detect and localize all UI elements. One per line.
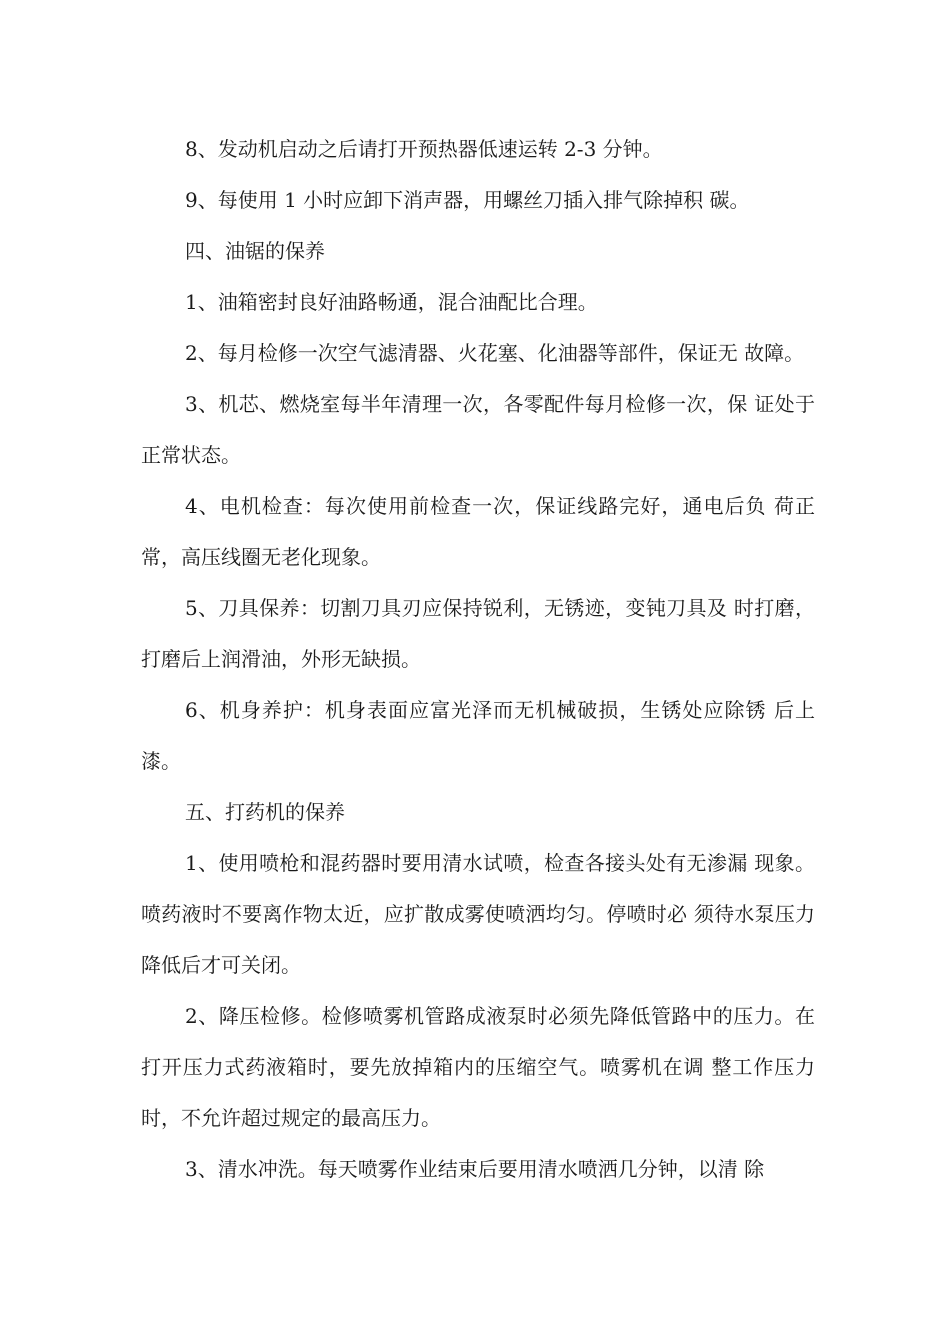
paragraph-item-5: 5、刀具保养：切割刀具刃应保持锐利，无锈迹，变钝刀具及 时打磨，打磨后上润滑油，外形无缺损。 [141, 596, 815, 671]
paragraph-item-4: 4、电机检查：每次使用前检查一次，保证线路完好，通电后负 荷正常，高压线圈无老化现象。 [141, 494, 815, 569]
paragraph-item-9: 9、每使用 1 小时应卸下消声器，用螺丝刀插入排气除掉积 碳。 [185, 188, 750, 212]
paragraph-item-1: 1、使用喷枪和混药器时要用清水试喷，检查各接头处有无渗漏 现象。喷药液时不要离作物太近，应扩散成雾使喷洒均匀。停喷时必 须待水泵压力降低后才可关闭。 [141, 851, 815, 977]
paragraph-item-1: 1、油箱密封良好油路畅通，混合油配比合理。 [185, 290, 598, 314]
document-body [141, 124, 815, 1195]
paragraph-item-8: 8、发动机启动之后请打开预热器低速运转 2-3 分钟。 [185, 137, 663, 161]
paragraph-item-3: 3、清水冲洗。每天喷雾作业结束后要用清水喷洒几分钟，以清 除 [185, 1157, 765, 1181]
paragraph-item-3: 3、机芯、燃烧室每半年清理一次，各零配件每月检修一次，保 证处于正常状态。 [141, 392, 815, 467]
section-heading-chainsaw-maintenance: 四、油锯的保养 [185, 239, 325, 263]
paragraph-item-6: 6、机身养护：机身表面应富光泽而无机械破损，生锈处应除锈 后上漆。 [141, 698, 815, 773]
paragraph-item-2: 2、每月检修一次空气滤清器、火花塞、化油器等部件，保证无 故障。 [185, 341, 805, 365]
section-heading-sprayer-maintenance: 五、打药机的保养 [185, 800, 345, 824]
paragraph-item-2: 2、降压检修。检修喷雾机管路成液泵时必须先降低管路中的压力。在打开压力式药液箱时，要先放掉箱内的压缩空气。喷雾机在调 整工作压力时，不允许超过规定的最高压力。 [141, 1004, 815, 1130]
